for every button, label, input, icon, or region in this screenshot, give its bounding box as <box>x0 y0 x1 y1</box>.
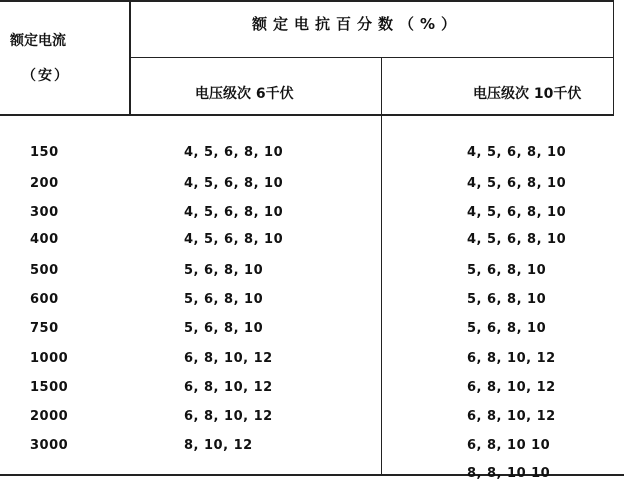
reactance-10kv-cell: 8, 8, 10 10 <box>467 466 551 481</box>
rated-current-cell: 300 <box>30 205 59 220</box>
reactance-10kv-cell: 4, 5, 6, 8, 10 <box>467 232 567 247</box>
voltage-10kv-header: 电压级次 10千伏 <box>473 86 582 102</box>
rated-current-cell: 1000 <box>30 351 69 366</box>
reactance-10kv-cell: 4, 5, 6, 8, 10 <box>467 145 567 160</box>
rated-current-cell: 2000 <box>30 409 69 424</box>
rated-current-cell: 400 <box>30 232 59 247</box>
reactance-6kv-cell: 6, 8, 10, 12 <box>184 380 273 395</box>
rated-current-cell: 3000 <box>30 438 69 453</box>
reactance-10kv-cell: 6, 8, 10, 12 <box>467 380 556 395</box>
rated-current-cell: 750 <box>30 321 59 336</box>
reactance-6kv-cell: 6, 8, 10, 12 <box>184 409 273 424</box>
reactance-6kv-cell: 5, 6, 8, 10 <box>184 263 264 278</box>
reactance-percent-header: 额定电抗百分数（%） <box>252 15 463 33</box>
reactance-10kv-cell: 5, 6, 8, 10 <box>467 292 547 307</box>
rated-current-cell: 500 <box>30 263 59 278</box>
reactance-6kv-cell: 8, 10, 12 <box>184 438 253 453</box>
reactance-10kv-cell: 4, 5, 6, 8, 10 <box>467 205 567 220</box>
reactance-10kv-cell: 6, 8, 10, 12 <box>467 409 556 424</box>
reactance-6kv-cell: 4, 5, 6, 8, 10 <box>184 176 284 191</box>
rated-current-cell: 150 <box>30 145 59 160</box>
voltage-6kv-header: 电压级次 6千伏 <box>195 86 294 102</box>
reactance-6kv-cell: 5, 6, 8, 10 <box>184 292 264 307</box>
reactance-6kv-cell: 4, 5, 6, 8, 10 <box>184 145 284 160</box>
reactance-6kv-cell: 4, 5, 6, 8, 10 <box>184 232 284 247</box>
reactance-6kv-cell: 5, 6, 8, 10 <box>184 321 264 336</box>
reactance-10kv-cell: 6, 8, 10, 12 <box>467 351 556 366</box>
reactance-6kv-cell: 4, 5, 6, 8, 10 <box>184 205 284 220</box>
reactance-10kv-cell: 4, 5, 6, 8, 10 <box>467 176 567 191</box>
reactance-10kv-cell: 5, 6, 8, 10 <box>467 263 547 278</box>
reactance-10kv-cell: 6, 8, 10 10 <box>467 438 551 453</box>
rated-current-header: 额定电流 <box>10 33 66 49</box>
rated-current-cell: 600 <box>30 292 59 307</box>
reactance-6kv-cell: 6, 8, 10, 12 <box>184 351 273 366</box>
reactance-10kv-cell: 5, 6, 8, 10 <box>467 321 547 336</box>
rated-current-cell: 200 <box>30 176 59 191</box>
rated-current-cell: 1500 <box>30 380 69 395</box>
rated-current-unit: （安） <box>22 68 70 84</box>
